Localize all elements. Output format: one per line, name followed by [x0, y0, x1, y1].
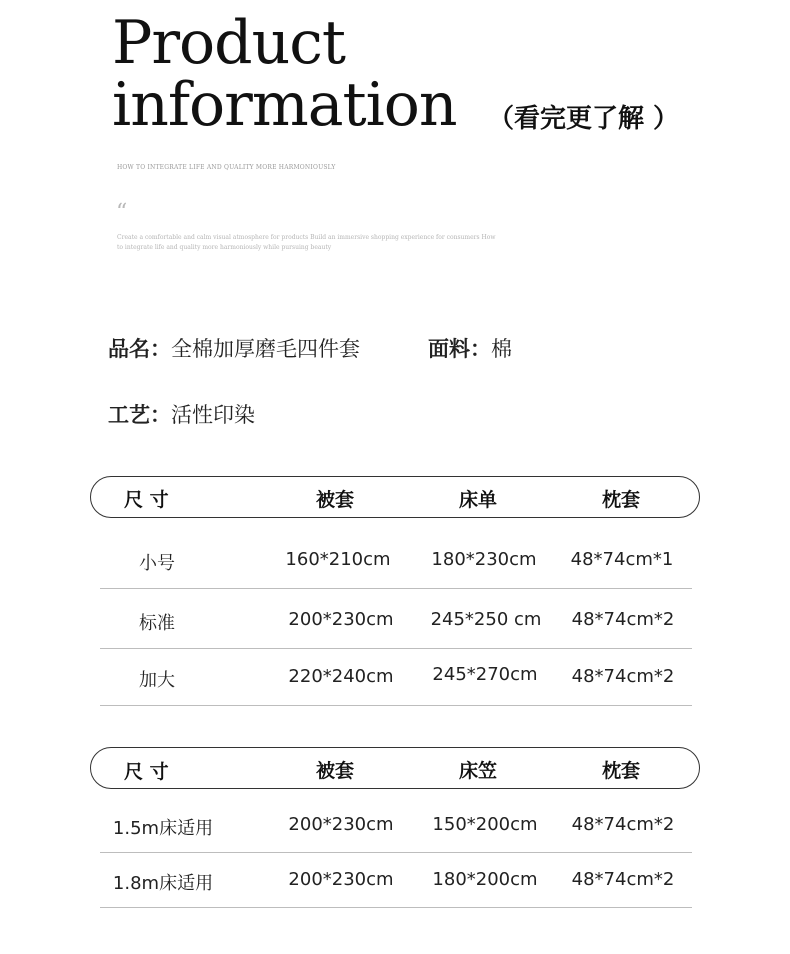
quote-text: Create a comfortable and calm visual atmosphere for products Build an immersive shopping experience for consumers How to integrate life and quality more harmoniously while pursuing beauty [117, 234, 496, 251]
row-size: 标准 [139, 613, 175, 634]
row-divider [100, 705, 692, 706]
row-size: 1.8m床适用 [112, 873, 214, 894]
fabric-line [428, 333, 512, 363]
row-fitted-sheet: 150*200cm [432, 814, 538, 835]
product-name-label: 品名： [108, 337, 171, 361]
row-pillow: 48*74cm*2 [571, 609, 675, 630]
row-duvet: 200*230cm [288, 609, 394, 630]
row-divider [100, 648, 692, 649]
row-fitted-sheet: 180*200cm [432, 869, 538, 890]
row-divider [100, 852, 692, 853]
row-sheet: 245*270cm [432, 664, 538, 685]
craft-value: 活性印染 [171, 403, 255, 427]
row-duvet: 220*240cm [288, 666, 394, 687]
title-line-product: Product [112, 8, 345, 78]
page-title [112, 8, 457, 140]
header-pillowcase: 枕套 [601, 760, 641, 782]
product-name-line [108, 333, 360, 363]
read-more-hint: （看完更了解 ） [488, 104, 680, 134]
fabric-value: 棉 [491, 337, 512, 361]
row-size: 小号 [139, 553, 175, 574]
row-pillow: 48*74cm*2 [571, 666, 675, 687]
title-line-information: information [112, 70, 457, 140]
header-duvet-cover: 被套 [315, 760, 355, 782]
row-duvet: 200*230cm [288, 814, 394, 835]
row-pillow: 48*74cm*1 [570, 549, 674, 570]
header-fitted-sheet: 床笠 [458, 760, 498, 782]
header-size: 尺 寸 [124, 489, 169, 511]
header-pillowcase: 枕套 [601, 489, 641, 511]
row-divider [100, 588, 692, 589]
header-size: 尺 寸 [124, 761, 169, 783]
craft-line [108, 399, 255, 429]
row-sheet: 180*230cm [431, 549, 537, 570]
tagline: HOW TO INTEGRATE LIFE AND QUALITY MORE HARMONIOUSLY [117, 164, 336, 171]
product-name-value: 全棉加厚磨毛四件套 [171, 337, 360, 361]
row-divider [100, 907, 692, 908]
row-size: 加大 [139, 670, 175, 691]
craft-label: 工艺： [108, 403, 171, 427]
quote-mark-icon: “ [116, 200, 128, 225]
row-sheet: 245*250 cm [430, 609, 542, 630]
row-pillow: 48*74cm*2 [571, 814, 675, 835]
header-duvet-cover: 被套 [315, 489, 355, 511]
row-duvet: 200*230cm [288, 869, 394, 890]
row-pillow: 48*74cm*2 [571, 869, 675, 890]
row-duvet: 160*210cm [285, 549, 391, 570]
header-bed-sheet: 床单 [458, 489, 498, 511]
fabric-label: 面料： [428, 337, 491, 361]
row-size: 1.5m床适用 [112, 818, 214, 839]
